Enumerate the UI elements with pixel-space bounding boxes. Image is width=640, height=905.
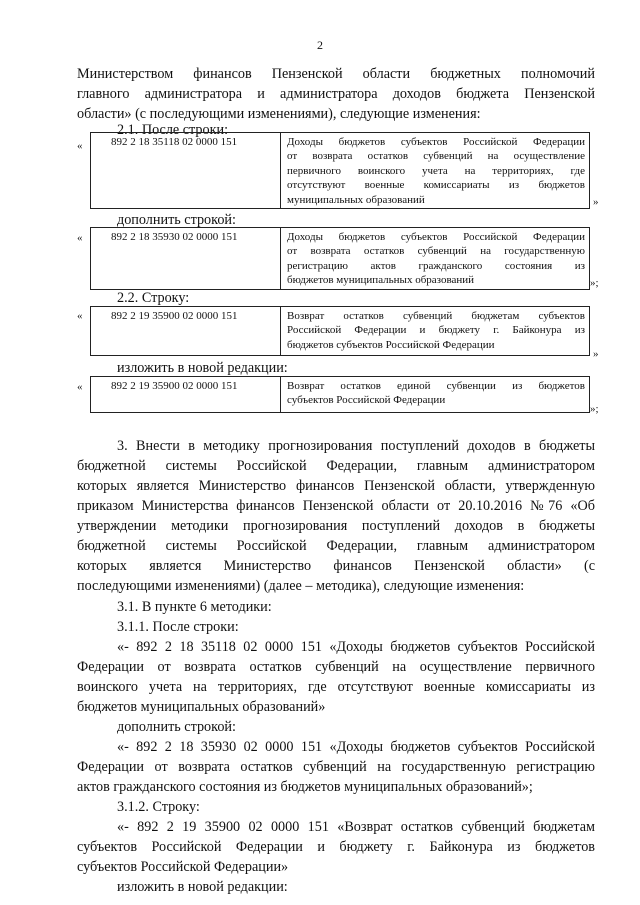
- close-quote: »: [593, 348, 599, 360]
- section-2-1-heading: 2.1. После строки:: [117, 122, 229, 138]
- paragraph-line: «- 892 2 18 35930 02 0000 151 «Доходы бюджетов субъектов Российской: [117, 739, 595, 755]
- close-quote: »;: [590, 403, 599, 415]
- description-line: регистрацию актов гражданского состояния из: [287, 259, 585, 272]
- description-line: от возврата остатков субвенций на осуществление: [287, 150, 585, 163]
- close-quote: »;: [590, 277, 599, 289]
- code-table-row: [90, 132, 590, 209]
- paragraph-line: «- 892 2 18 35118 02 0000 151 «Доходы бюджетов субъектов Российской: [117, 639, 595, 655]
- paragraph-line: приказом Министерства финансов Пензенской области от 20.10.2016 №76 «Об: [77, 498, 595, 514]
- intro-line: области» (с последующими изменениями), следующие изменения:: [77, 106, 481, 122]
- new-edition-label: изложить в новой редакции:: [117, 360, 288, 376]
- description-line: Доходы бюджетов субъектов Российской Федерации: [287, 136, 585, 148]
- added-row-text: [77, 737, 595, 797]
- point-3-1: 3.1. В пункте 6 методики:: [117, 599, 272, 615]
- code-table-row: [90, 227, 590, 290]
- close-quote: »: [593, 196, 599, 208]
- new-edition-label: изложить в новой редакции:: [117, 879, 288, 895]
- paragraph-line: которых является Министерство финансов Пензенской области, утвержденную: [77, 478, 595, 494]
- budget-code: 892 2 19 35900 02 0000 151: [91, 307, 281, 355]
- description-line: от возврата остатков субвенций на государственную: [287, 245, 585, 258]
- intro-line: Министерством финансов Пензенской области бюджетных полномочий: [77, 66, 595, 82]
- paragraph-line: актов гражданского состояния из бюджетов муниципальных образований»;: [77, 779, 533, 795]
- description-line: первичного воинского учета на территориях, где: [287, 164, 585, 177]
- description-line: бюджетов субъектов Российской Федерации: [287, 338, 495, 351]
- add-row-label: дополнить строкой:: [117, 212, 236, 228]
- paragraph-line: которых является Министерство финансов Пензенской области» (с: [77, 558, 595, 574]
- open-quote: «: [77, 140, 83, 152]
- description-line: отсутствуют военные комиссариаты из бюджетов: [287, 179, 585, 192]
- paragraph-line: «- 892 2 19 35900 02 0000 151 «Возврат остатков субвенций бюджетам: [117, 819, 595, 835]
- paragraph-line: субъектов Российской Федерации»: [77, 859, 289, 875]
- description-line: муниципальных образований: [287, 193, 425, 206]
- page-number: 2: [317, 38, 323, 52]
- code-description: [281, 377, 589, 412]
- budget-code: 892 2 18 35930 02 0000 151: [91, 228, 281, 289]
- paragraph-line: Федерации от возврата остатков субвенций на государственную регистрацию: [77, 759, 595, 775]
- open-quote: «: [77, 232, 83, 244]
- section-2-2-heading: 2.2. Строку:: [117, 290, 190, 306]
- paragraph-line: субъектов Российской Федерации и бюджету г. Байконура из бюджетов: [77, 839, 595, 855]
- intro-paragraph: [77, 64, 595, 124]
- code-description: [281, 133, 589, 208]
- description-line: Возврат остатков субвенций бюджетам субъектов: [287, 310, 585, 322]
- intro-line: главного администратора и администратора доходов бюджета Пензенской: [77, 86, 595, 102]
- add-row-label: дополнить строкой:: [117, 719, 236, 735]
- after-row-text: [77, 637, 595, 717]
- description-line: бюджетов муниципальных образований: [287, 274, 475, 287]
- open-quote: «: [77, 310, 83, 322]
- paragraph-line: воинского учета на территориях, где отсутствуют военные комиссариаты из: [77, 679, 595, 695]
- paragraph-line: бюджетной системы Российской Федерации, главным администратором: [77, 458, 595, 474]
- description-line: Доходы бюджетов субъектов Российской Федерации: [287, 231, 585, 243]
- budget-code: 892 2 19 35900 02 0000 151: [91, 377, 281, 412]
- description-line: Возврат остатков единой субвенции из бюджетов: [287, 380, 585, 392]
- description-line: Российской Федерации и бюджету г. Байконура из: [287, 324, 585, 337]
- code-table-row: [90, 306, 590, 356]
- row-text: [77, 817, 595, 877]
- code-table-row: [90, 376, 590, 413]
- code-description: [281, 228, 589, 289]
- paragraph-line: утверждении методики прогнозирования поступлений доходов в бюджеты: [77, 518, 595, 534]
- budget-code: 892 2 18 35118 02 0000 151: [91, 133, 281, 208]
- point-3-1-2: 3.1.2. Строку:: [117, 799, 200, 815]
- section-3-paragraph: [77, 436, 595, 596]
- paragraph-line: последующими изменениями) (далее – методика), следующие изменения:: [77, 578, 525, 594]
- paragraph-line: 3. Внести в методику прогнозирования поступлений доходов в бюджеты: [117, 438, 595, 454]
- open-quote: «: [77, 381, 83, 393]
- paragraph-line: Федерации от возврата остатков субвенций на осуществление первичного: [77, 659, 595, 675]
- paragraph-line: бюджетов муниципальных образований»: [77, 699, 326, 715]
- description-line: субъектов Российской Федерации: [287, 394, 446, 407]
- point-3-1-1: 3.1.1. После строки:: [117, 619, 239, 635]
- code-description: [281, 307, 589, 355]
- paragraph-line: бюджетной системы Российской Федерации, главным администратором: [77, 538, 595, 554]
